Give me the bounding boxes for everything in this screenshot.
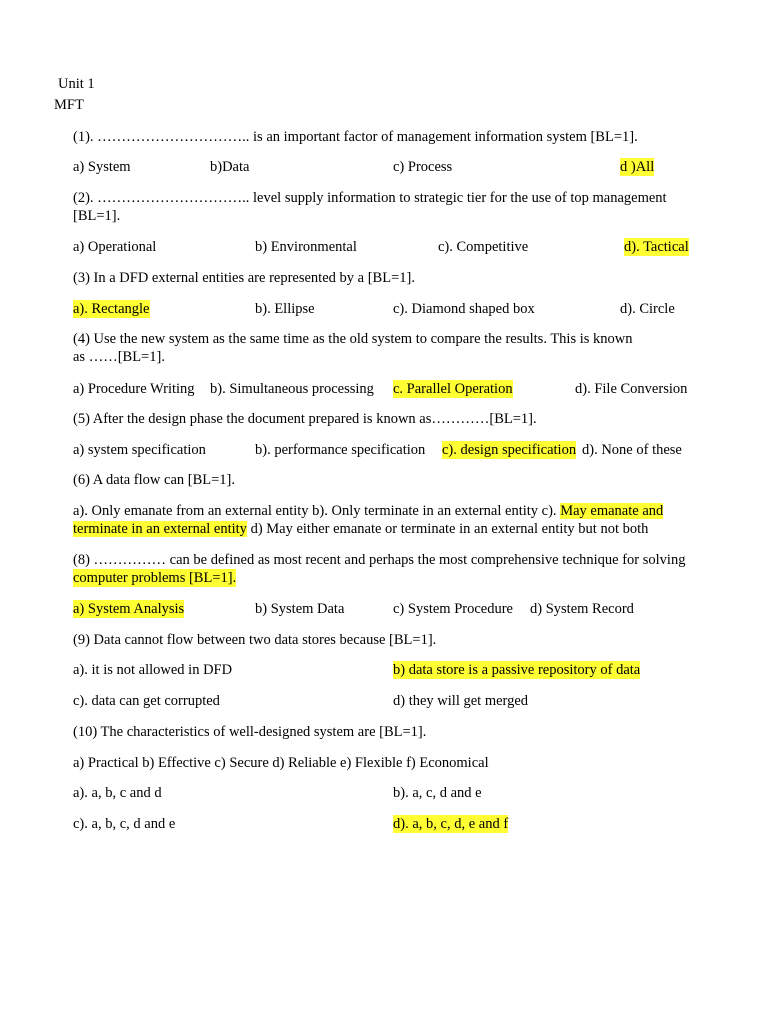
q5-option-d: d). None of these (582, 442, 682, 458)
q1-option-d-answer: d )All (620, 159, 655, 175)
question-6: (6) A data flow can [BL=1]. (73, 472, 235, 488)
q10-option-d-answer: d). a, b, c, d, e and f (393, 816, 509, 832)
question-5: (5) After the design phase the document prepared is known as…………[BL=1]. (73, 411, 537, 427)
q2-option-d-answer: d). Tactical (624, 239, 689, 255)
subject-heading: MFT (54, 97, 84, 113)
q3-option-b: b). Ellipse (255, 301, 315, 317)
q5-option-c-answer: c). design specification (442, 442, 577, 458)
question-10: (10) The characteristics of well-designed system are [BL=1]. (73, 724, 427, 740)
q9-option-a: a). it is not allowed in DFD (73, 662, 233, 678)
question-4-line2: as ……[BL=1]. (73, 349, 165, 365)
unit-heading: Unit 1 (58, 76, 95, 92)
question-2-line2: [BL=1]. (73, 208, 121, 224)
q3-option-a-answer: a). Rectangle (73, 301, 150, 317)
q4-option-a: a) Procedure Writing (73, 381, 195, 397)
question-9: (9) Data cannot flow between two data stores because [BL=1]. (73, 632, 437, 648)
q8-option-d: d) System Record (530, 601, 634, 617)
q9-option-d: d) they will get merged (393, 693, 529, 709)
q10-option-b: b). a, c, d and e (393, 785, 482, 801)
q1-option-c: c) Process (393, 159, 453, 175)
q8-option-a-answer: a) System Analysis (73, 601, 185, 617)
q4-option-c-answer: c. Parallel Operation (393, 381, 513, 397)
q5-option-b: b). performance specification (255, 442, 426, 458)
question-4-line1: (4) Use the new system as the same time as the old system to compare the results. This is known (73, 331, 633, 347)
q3-option-c: c). Diamond shaped box (393, 301, 535, 317)
q6-option-d: d) May either emanate or terminate in an external entity but not both (246, 521, 649, 537)
question-1: (1). ………………………….. is an important factor of management information system [BL=1]. (73, 129, 638, 145)
q6-options-line2 (73, 520, 648, 538)
q10-option-c: c). a, b, c, d and e (73, 816, 176, 832)
q5-option-a: a) system specification (73, 442, 206, 458)
q8-option-b: b) System Data (255, 601, 345, 617)
question-8-line2: computer problems [BL=1]. (73, 570, 237, 586)
question-3: (3) In a DFD external entities are represented by a [BL=1]. (73, 270, 415, 286)
q4-option-b: b). Simultaneous processing (210, 381, 374, 397)
q4-option-d: d). File Conversion (575, 381, 688, 397)
q6-option-c-answer-part2: terminate in an external entity (73, 521, 247, 537)
q1-option-a: a) System (73, 159, 131, 175)
q6-option-c-answer-part1: May emanate and (560, 503, 664, 519)
q2-option-a: a) Operational (73, 239, 157, 255)
q2-option-b: b) Environmental (255, 239, 357, 255)
q9-option-c: c). data can get corrupted (73, 693, 220, 709)
q9-option-b-answer: b) data store is a passive repository of data (393, 662, 641, 678)
question-8-line1: (8) …………… can be defined as most recent and perhaps the most comprehensive technique for solving (73, 552, 686, 568)
q6-options-plain: a). Only emanate from an external entity b). Only terminate in an external entity c). (73, 503, 561, 519)
q3-option-d: d). Circle (620, 301, 675, 317)
q6-options-line1 (73, 502, 663, 520)
q8-option-c: c) System Procedure (393, 601, 513, 617)
question-2-line1: (2). ………………………….. level supply information to strategic tier for the use of top management (73, 190, 667, 206)
q10-characteristics-list: a) Practical b) Effective c) Secure d) Reliable e) Flexible f) Economical (73, 755, 489, 771)
q2-option-c: c). Competitive (438, 239, 529, 255)
q10-option-a: a). a, b, c and d (73, 785, 162, 801)
q1-option-b: b)Data (210, 159, 250, 175)
